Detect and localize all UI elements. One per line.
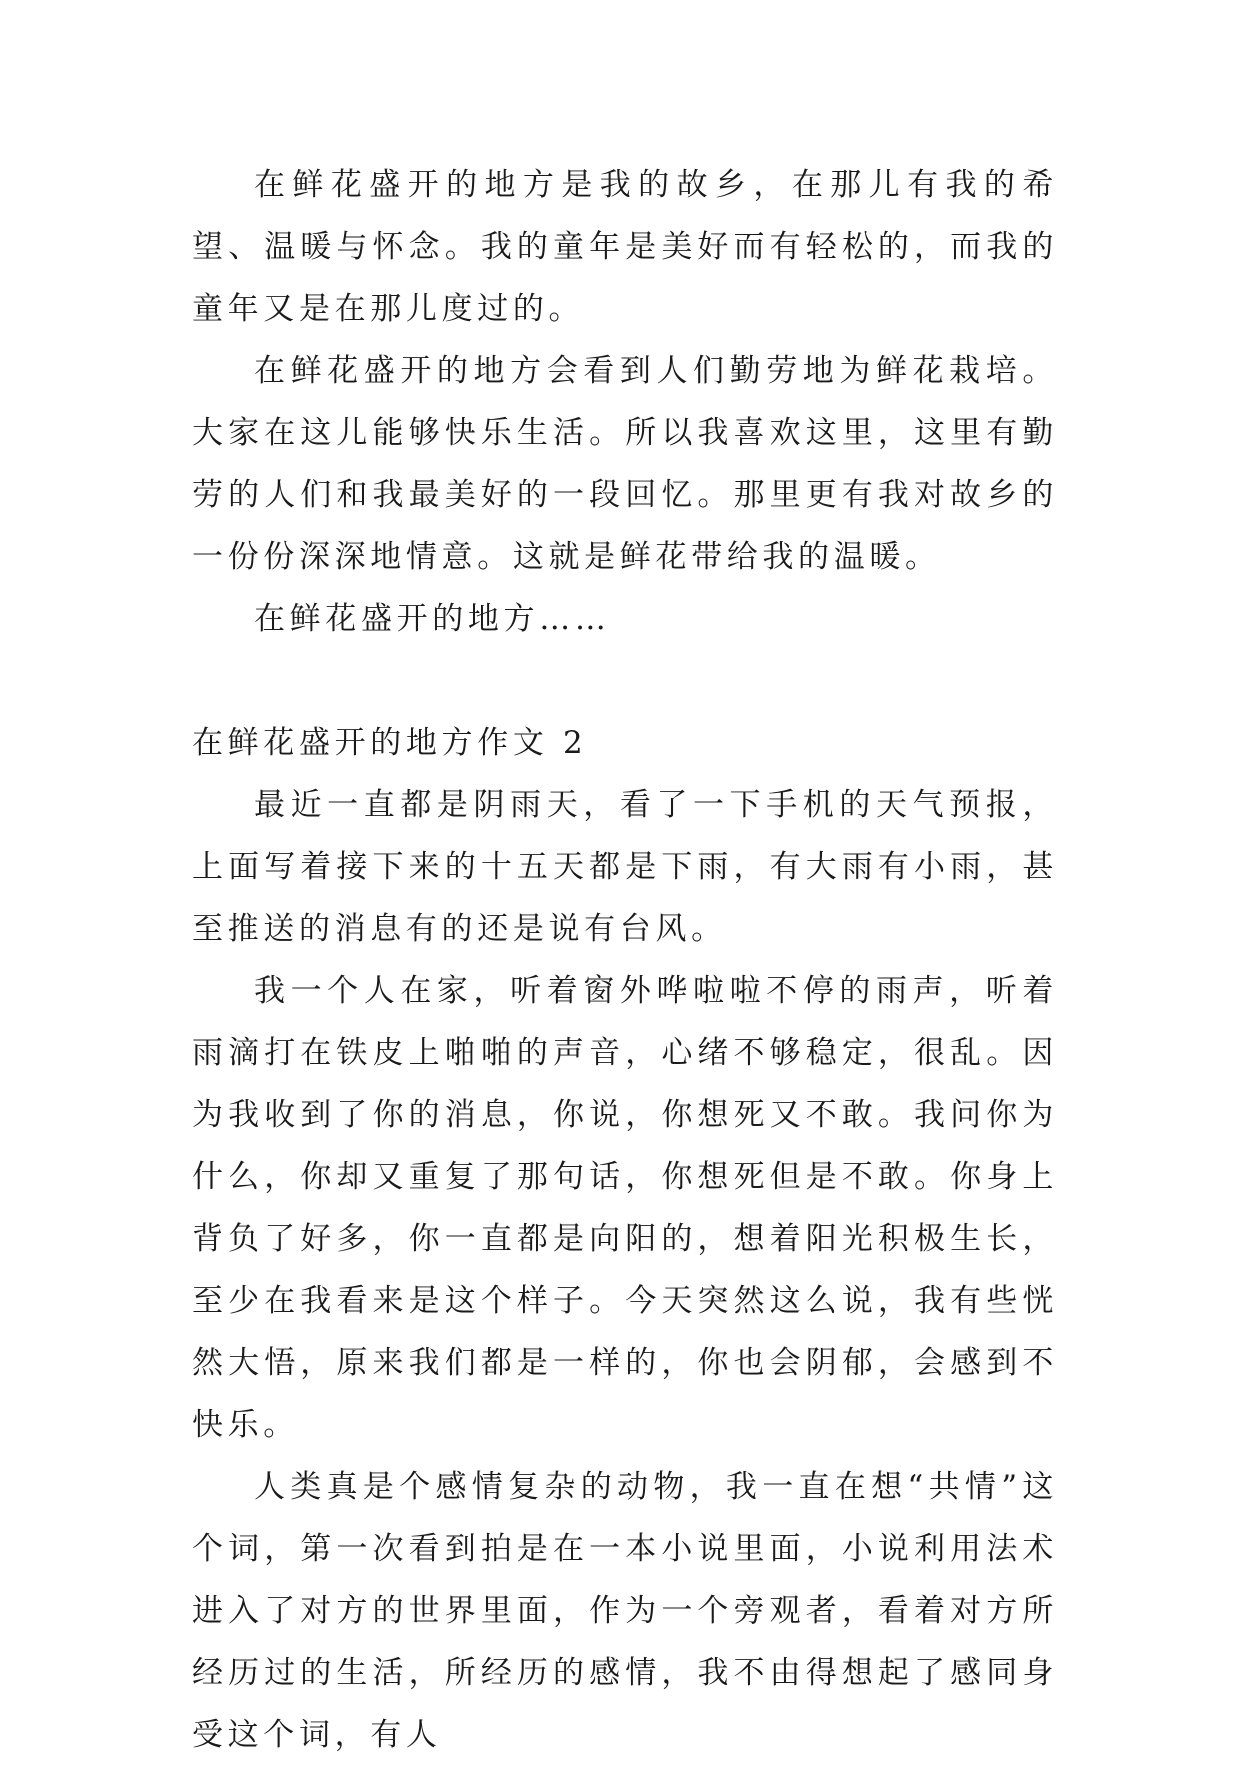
paragraph: 在鲜花盛开的地方…… bbox=[254, 601, 611, 637]
essay-title: 在鲜花盛开的地方作文 2 bbox=[192, 725, 588, 761]
section-spacer bbox=[192, 650, 1058, 712]
paragraph: 我一个人在家，听着窗外哗啦啦不停的雨声，听着雨滴打在铁皮上啪啪的声音，心绪不够稳定，很乱。因为我收到了你的消息，你说，你想死又不敢。我问你为什么，你却又重复了那句话，你想死但是不敢。你身上背负了好多，你一直都是向阳的，想着阳光积极生长，至少在我看来是这个样子。今天突然这么说，我有些恍然大悟，原来我们都是一样的，你也会阴郁，会感到不快乐。 bbox=[192, 973, 1058, 1443]
paragraph: 在鲜花盛开的地方是我的故乡，在那儿有我的希望、温暖与怀念。我的童年是美好而有轻松的，而我的童年又是在那儿度过的。 bbox=[192, 167, 1058, 327]
paragraph: 人类真是个感情复杂的动物，我一直在想“共情”这个词，第一次看到拍是在一本小说里面，小说利用法术进入了对方的世界里面，作为一个旁观者，看着对方所经历过的生活，所经历的感情，我不由得想起了感同身受这个词，有人 bbox=[192, 1469, 1058, 1753]
document-body bbox=[192, 154, 1058, 1766]
paragraph: 在鲜花盛开的地方会看到人们勤劳地为鲜花栽培。大家在这儿能够快乐生活。所以我喜欢这里，这里有勤劳的人们和我最美好的一段回忆。那里更有我对故乡的一份份深深地情意。这就是鲜花带给我的温暖。 bbox=[192, 353, 1058, 575]
paragraph: 最近一直都是阴雨天，看了一下手机的天气预报，上面写着接下来的十五天都是下雨，有大雨有小雨，甚至推送的消息有的还是说有台风。 bbox=[192, 787, 1058, 947]
